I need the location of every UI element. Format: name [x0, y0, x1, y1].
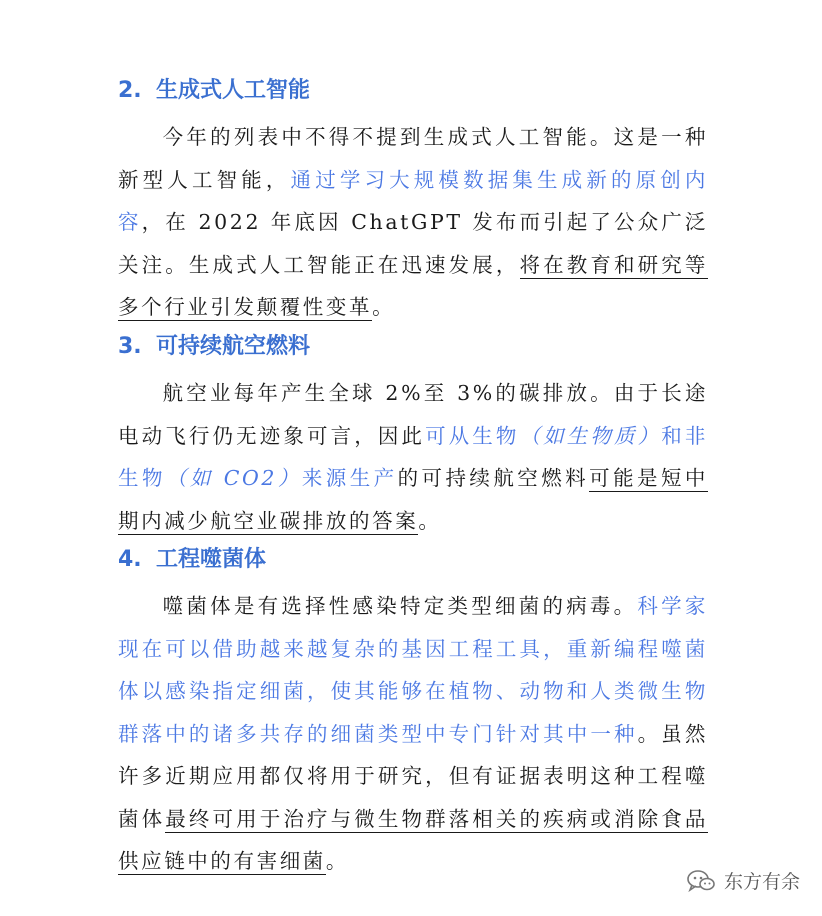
section-title: 工程噬菌体: [156, 547, 267, 572]
highlighted-text: 通过学习大规模数据集生成新的原创内容: [118, 167, 709, 234]
section-number: 3.: [118, 334, 142, 359]
highlighted-text: 可从生物: [425, 423, 520, 448]
paragraph-text: 的可持续航空燃料: [397, 466, 590, 490]
account-watermark: [686, 867, 800, 894]
section-heading-4: [118, 545, 266, 575]
section-paragraph-4: [118, 585, 708, 883]
paragraph-text: ，在 2022 年底因 ChatGPT 发布而引起了公众广泛关注。生成式人工智能正在迅速发展，: [118, 210, 708, 277]
paragraph-text: 噬菌体是有选择性感染特定类型细菌的病毒。: [162, 594, 638, 618]
watermark-label: 东方有余: [723, 871, 800, 893]
section-number: 2.: [118, 78, 142, 103]
wechat-icon: [686, 869, 716, 893]
section-title: 可持续航空燃料: [156, 334, 311, 359]
paragraph-text: 。虽然许多近期应用都仅将用于研究，但有证据表明这种工程噬菌体: [118, 721, 708, 831]
underlined-text: 将在教育和研究等多个行业引发颠覆性变革: [118, 252, 708, 319]
paragraph-end: 。: [372, 295, 396, 319]
paragraph-text: 航空业每年产生全球 2%至 3%的碳排放。由于长途电动飞行仍无迹象可言，因此: [118, 381, 708, 448]
highlighted-italic-text: （如生物质）: [519, 423, 662, 448]
underlined-text: 可能是短中期内减少航空业碳排放的答案: [118, 466, 708, 533]
section-number: 4.: [118, 547, 142, 572]
section-heading-3: [118, 332, 310, 362]
paragraph-end: 。: [325, 849, 350, 873]
section-title: 生成式人工智能: [156, 78, 311, 103]
section-paragraph-3: [118, 372, 708, 542]
highlighted-text: 和非生物: [118, 423, 708, 490]
paragraph-end: 。: [418, 508, 442, 533]
highlighted-text: 来源生产: [301, 466, 398, 490]
highlighted-italic-text: （如 CO2）: [165, 466, 302, 490]
section-heading-2: [118, 76, 310, 106]
underlined-text: 最终可用于治疗与微生物群落相关的疾病或消除食品供应链中的有害细菌: [118, 806, 708, 873]
highlighted-text: 科学家现在可以借助越来越复杂的基因工程工具，重新编程噬菌体以感染指定细菌，使其能够在植物、动物和人类微生物群落中的诸多共存的细菌类型中专门针对其中一种: [118, 594, 708, 746]
paragraph-text: 今年的列表中不得不提到生成式人工智能。这是一种新型人工智能，: [118, 125, 708, 192]
section-paragraph-2: [118, 116, 708, 329]
